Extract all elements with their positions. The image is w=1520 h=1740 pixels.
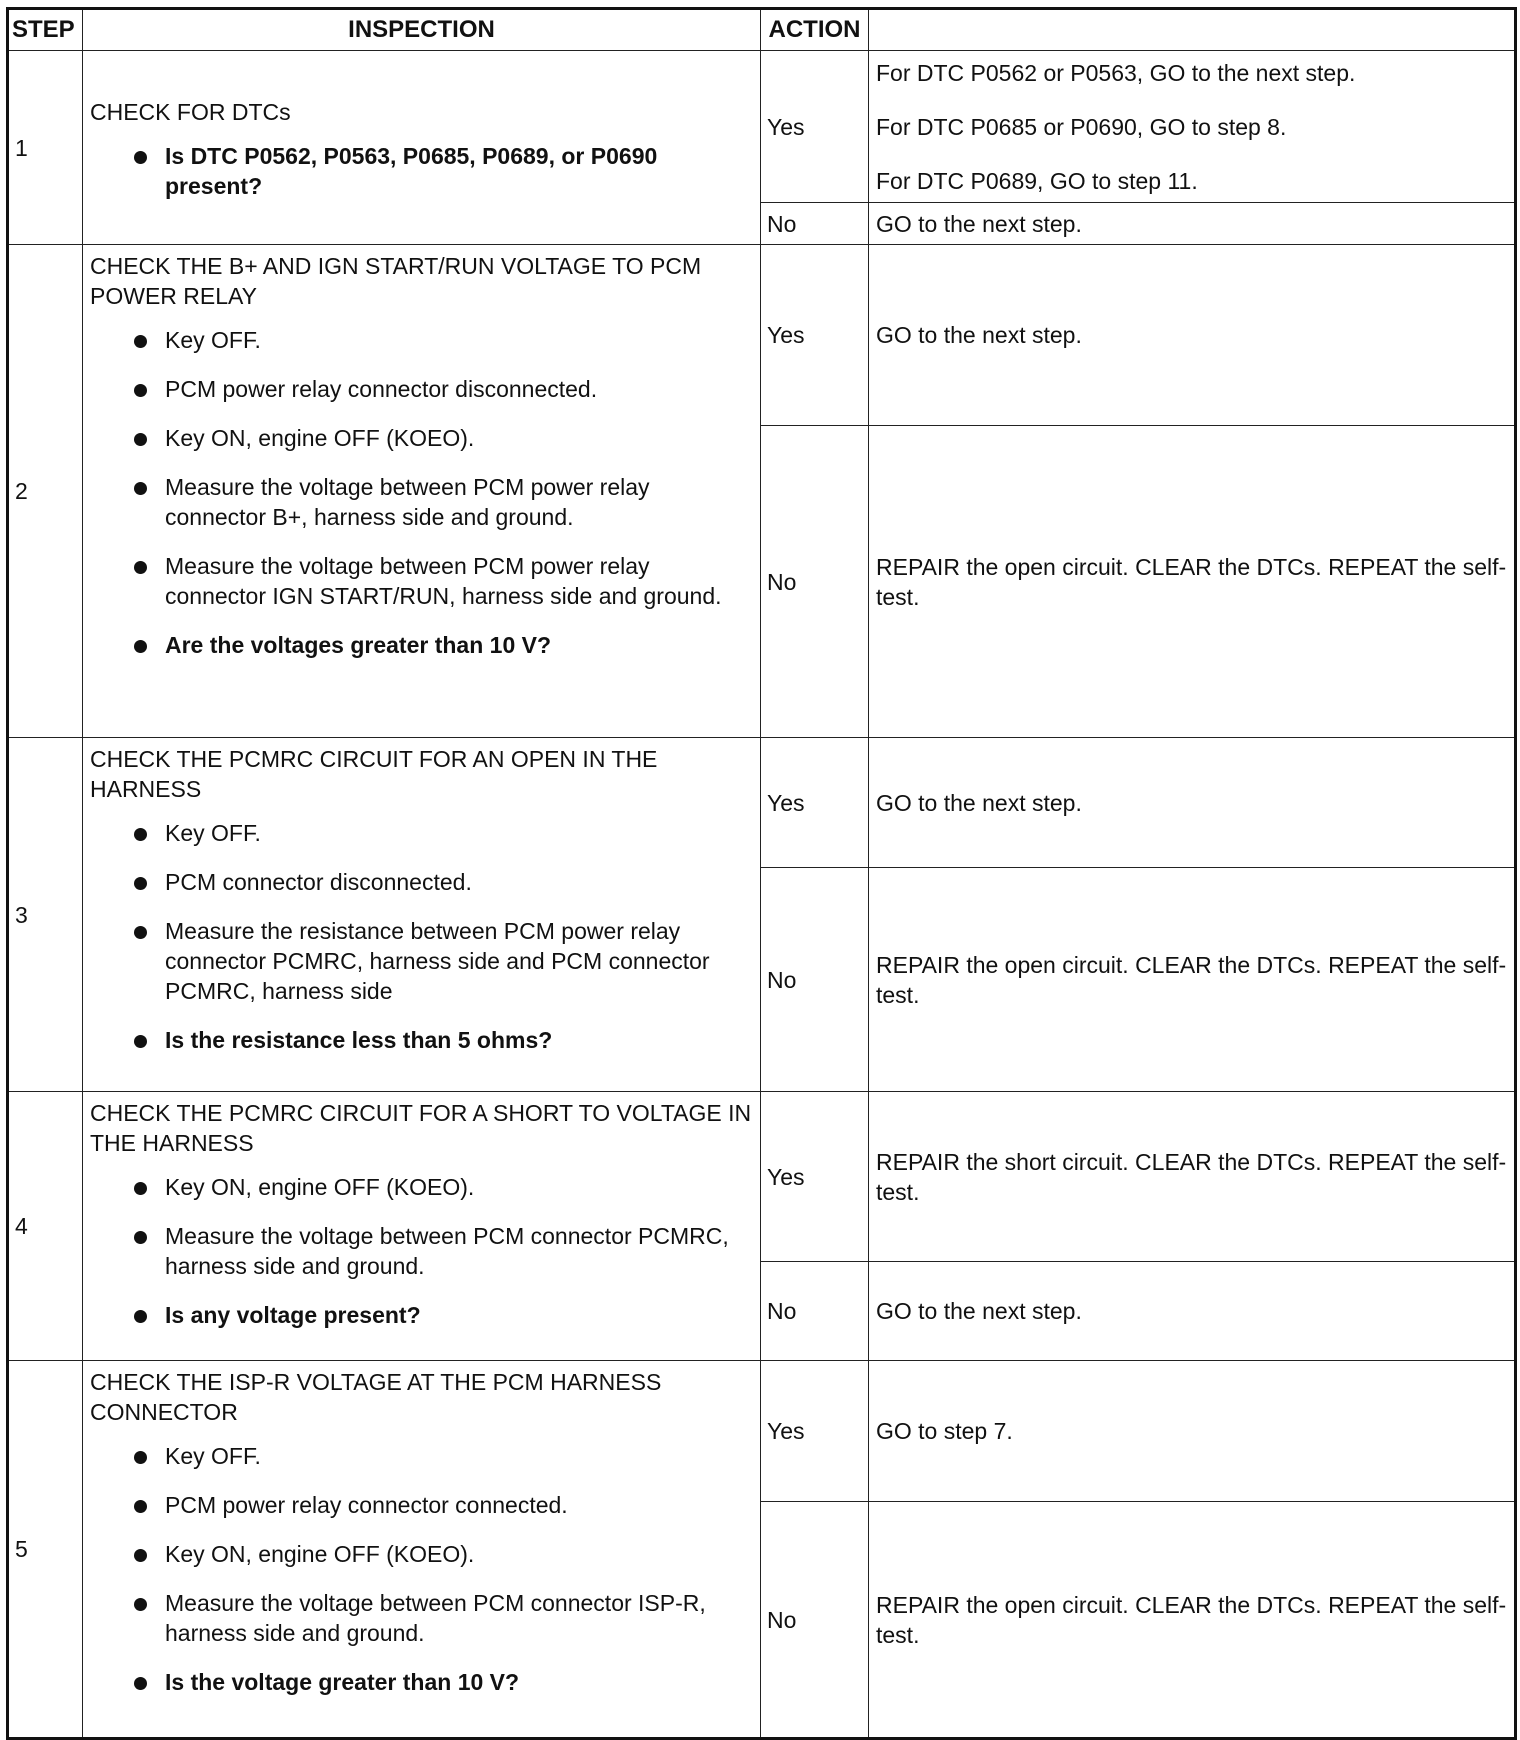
- inspection-title: CHECK THE PCMRC CIRCUIT FOR A SHORT TO VOLTAGE IN THE HARNESS: [90, 1100, 752, 1156]
- inspection-title: CHECK FOR DTCs: [90, 98, 291, 125]
- answer-yes: Yes: [761, 1361, 869, 1502]
- inspection-question: Is any voltage present?: [90, 1300, 753, 1330]
- inspection-item: Key ON, engine OFF (KOEO).: [90, 423, 753, 453]
- table-row: [8, 245, 1516, 426]
- table-row: [8, 51, 1516, 203]
- inspection-cell: [83, 1361, 761, 1739]
- action-text: For DTC P0689, GO to step 11.: [876, 167, 1198, 194]
- action-text: GO to the next step.: [869, 1262, 1516, 1361]
- inspection-title: CHECK THE PCMRC CIRCUIT FOR AN OPEN IN THE HARNESS: [90, 746, 658, 802]
- inspection-item: PCM connector disconnected.: [90, 867, 753, 897]
- inspection-question: Are the voltages greater than 10 V?: [90, 630, 753, 660]
- inspection-item: Key OFF.: [90, 325, 753, 355]
- step-number: 5: [8, 1361, 83, 1739]
- inspection-item: PCM power relay connector connected.: [90, 1490, 753, 1520]
- answer-yes: Yes: [761, 738, 869, 868]
- inspection-item: Measure the voltage between PCM connector PCMRC, harness side and ground.: [90, 1221, 753, 1281]
- inspection-cell: [83, 245, 761, 738]
- diagnostic-table: [6, 7, 1517, 1740]
- inspection-column-header: INSPECTION: [83, 9, 761, 51]
- inspection-item: Measure the voltage between PCM power relay connector B+, harness side and ground.: [90, 472, 753, 532]
- answer-no: No: [761, 1262, 869, 1361]
- inspection-cell: [83, 1092, 761, 1361]
- action-text: REPAIR the short circuit. CLEAR the DTCs. REPEAT the self-test.: [869, 1092, 1516, 1262]
- inspection-list: [90, 818, 753, 1055]
- step-number: 1: [8, 51, 83, 245]
- inspection-cell: [83, 51, 761, 245]
- inspection-item: Measure the resistance between PCM power relay connector PCMRC, harness side and PCM connector PCMRC, harness side: [90, 916, 753, 1006]
- action-column-header: ACTION: [761, 9, 869, 51]
- action-text: GO to the next step.: [869, 738, 1516, 868]
- table-row: [8, 738, 1516, 868]
- action-cell: [869, 51, 1516, 203]
- step-number: 3: [8, 738, 83, 1092]
- inspection-title: CHECK THE B+ AND IGN START/RUN VOLTAGE TO PCM POWER RELAY: [90, 253, 702, 309]
- inspection-item: Measure the voltage between PCM connector ISP-R, harness side and ground.: [90, 1588, 753, 1648]
- step-column-header: STEP: [8, 9, 83, 51]
- action-text: GO to the next step.: [869, 245, 1516, 426]
- inspection-list: [90, 1441, 753, 1697]
- inspection-list: [90, 1172, 753, 1330]
- inspection-item: Key OFF.: [90, 818, 753, 848]
- inspection-title: CHECK THE ISP-R VOLTAGE AT THE PCM HARNESS CONNECTOR: [90, 1369, 662, 1425]
- answer-yes: Yes: [761, 51, 869, 203]
- inspection-question: Is DTC P0562, P0563, P0685, P0689, or P0690 present?: [90, 141, 753, 201]
- inspection-list: [90, 325, 753, 660]
- inspection-item: Key OFF.: [90, 1441, 753, 1471]
- action-text: REPAIR the open circuit. CLEAR the DTCs. REPEAT the self-test.: [869, 426, 1516, 738]
- action-text: GO to the next step.: [869, 203, 1516, 245]
- inspection-question: Is the resistance less than 5 ohms?: [90, 1025, 753, 1055]
- step-number: 2: [8, 245, 83, 738]
- table-row: [8, 1361, 1516, 1502]
- answer-yes: Yes: [761, 245, 869, 426]
- inspection-question: Is the voltage greater than 10 V?: [90, 1667, 753, 1697]
- table-row: [8, 1092, 1516, 1262]
- action-text: REPAIR the open circuit. CLEAR the DTCs. REPEAT the self-test.: [869, 868, 1516, 1092]
- inspection-item: Key ON, engine OFF (KOEO).: [90, 1539, 753, 1569]
- answer-no: No: [761, 426, 869, 738]
- action-text: REPAIR the open circuit. CLEAR the DTCs. REPEAT the self-test.: [869, 1502, 1516, 1739]
- action-text: For DTC P0562 or P0563, GO to the next step.: [876, 59, 1356, 86]
- inspection-item: Key ON, engine OFF (KOEO).: [90, 1172, 753, 1202]
- answer-no: No: [761, 1502, 869, 1739]
- diagnostic-procedure-sheet: [6, 7, 1514, 1740]
- header-row: [8, 9, 1516, 51]
- action-detail-column-header: [869, 9, 1516, 51]
- answer-no: No: [761, 203, 869, 245]
- inspection-list: [90, 141, 753, 201]
- inspection-item: Measure the voltage between PCM power relay connector IGN START/RUN, harness side and ground.: [90, 551, 753, 611]
- action-text: GO to step 7.: [869, 1361, 1516, 1502]
- step-number: 4: [8, 1092, 83, 1361]
- answer-no: No: [761, 868, 869, 1092]
- answer-yes: Yes: [761, 1092, 869, 1262]
- inspection-item: PCM power relay connector disconnected.: [90, 374, 753, 404]
- action-text: For DTC P0685 or P0690, GO to step 8.: [876, 113, 1287, 140]
- inspection-cell: [83, 738, 761, 1092]
